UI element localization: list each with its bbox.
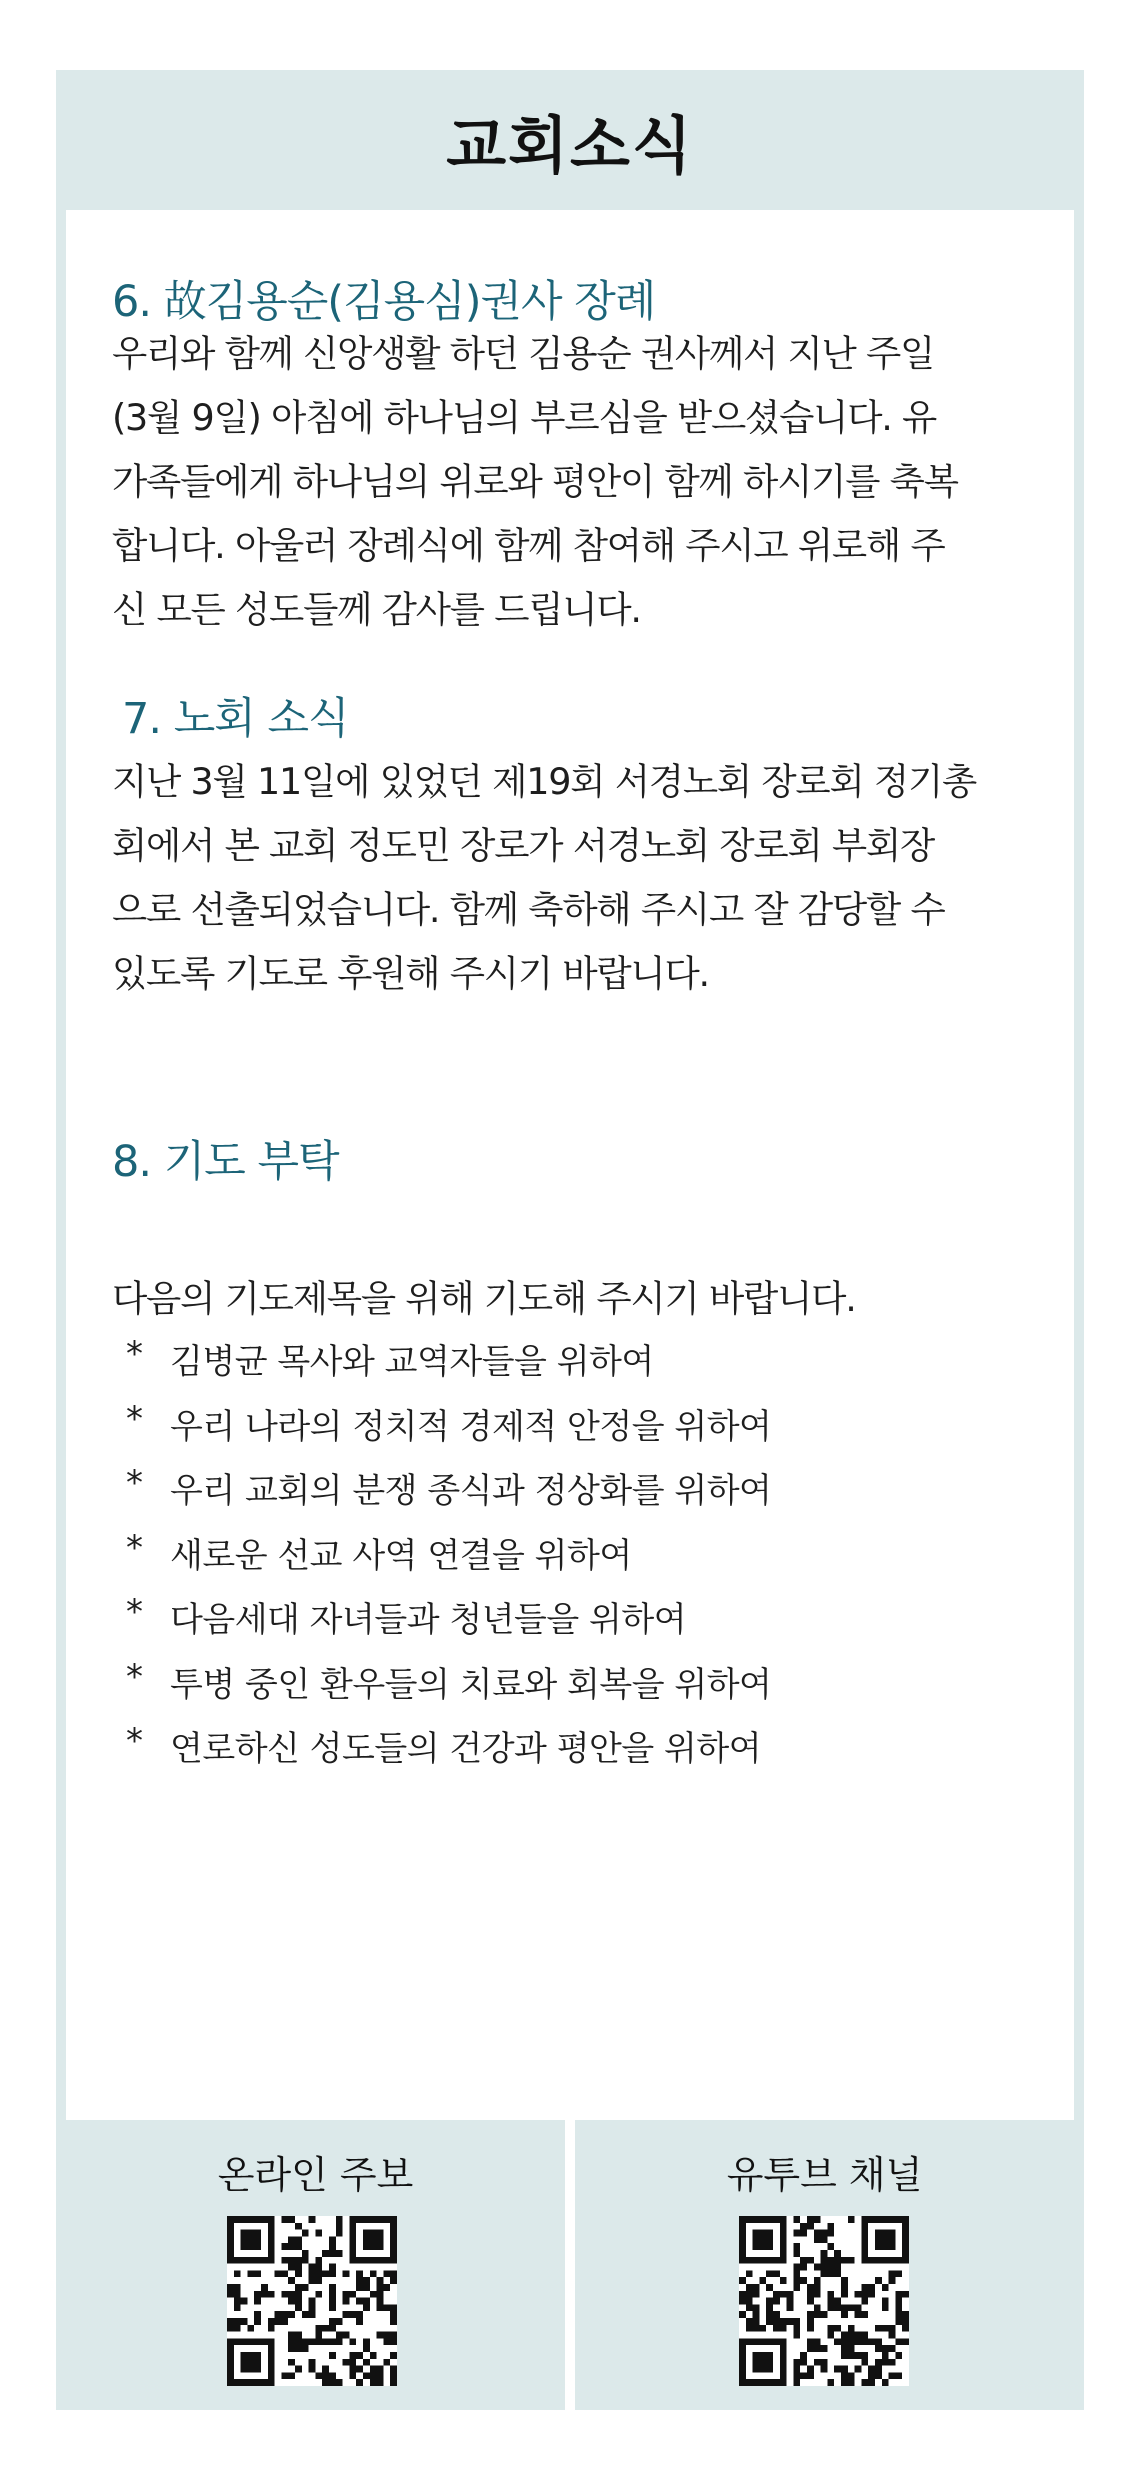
section-funeral-line: 신 모든 성도들께 감사를 드립니다.	[112, 588, 641, 631]
prayer-item-text: 새로운 선교 사역 연결을 위하여	[170, 1535, 632, 1576]
prayer-item-text: 우리 나라의 정치적 경제적 안정을 위하여	[170, 1406, 772, 1447]
bullet-mark: *	[126, 1334, 143, 1374]
prayer-item-text: 다음세대 자녀들과 청년들을 위하여	[170, 1600, 687, 1640]
bullet-mark: *	[126, 1592, 143, 1632]
bullet-mark: *	[126, 1527, 143, 1568]
prayer-item	[126, 1399, 771, 1464]
bulletin-frame	[56, 70, 1084, 2410]
section-presbytery-heading: 7. 노회 소식	[122, 694, 349, 744]
prayer-item-text: 연로하신 성도들의 건강과 평안을 위하여	[170, 1729, 762, 1769]
bullet-mark: *	[126, 1463, 143, 1503]
youtube-channel-qr-code[interactable]	[739, 2216, 909, 2386]
section-funeral-line: 우리와 함께 신앙생활 하던 김용순 권사께서 지난 주일	[112, 332, 935, 375]
prayer-item	[126, 1528, 771, 1593]
bullet-mark: *	[126, 1398, 143, 1439]
prayer-item-text: 김병균 목사와 교역자들을 위하여	[170, 1342, 654, 1382]
page-title: 교회소식	[446, 108, 694, 182]
section-presbytery-line: 회에서 본 교회 정도민 장로가 서경노회 장로회 부회장	[112, 824, 935, 867]
section-prayer-intro: 다음의 기도제목을 위해 기도해 주시기 바랍니다.	[112, 1277, 856, 1320]
news-content	[66, 210, 1074, 2120]
bullet-mark: *	[126, 1656, 143, 1697]
prayer-item	[126, 1334, 771, 1399]
prayer-list	[126, 1334, 771, 1786]
section-presbytery-line: 으로 선출되었습니다. 함께 축하해 주시고 잘 감당할 수	[112, 888, 945, 931]
prayer-item-text: 우리 교회의 분쟁 종식과 정상화를 위하여	[170, 1471, 772, 1511]
section-funeral-line: 합니다. 아울러 장례식에 함께 참여해 주시고 위로해 주	[112, 524, 945, 567]
section-presbytery-line: 지난 3월 11일에 있었던 제19회 서경노회 장로회 정기총	[112, 760, 977, 803]
prayer-item-text: 투병 중인 환우들의 치료와 회복을 위하여	[170, 1664, 772, 1705]
prayer-item	[126, 1721, 771, 1786]
prayer-item	[126, 1657, 771, 1722]
online-bulletin-qr-code[interactable]	[227, 2216, 397, 2386]
section-funeral-line: (3월 9일) 아침에 하나님의 부르심을 받으셨습니다. 유	[112, 396, 937, 439]
section-funeral-line: 가족들에게 하나님의 위로와 평안이 함께 하시기를 축복	[112, 460, 958, 503]
prayer-item	[126, 1592, 771, 1657]
section-funeral-body	[112, 322, 1042, 642]
youtube-channel-panel[interactable]	[575, 2120, 1074, 2400]
youtube-channel-label: 유투브 채널	[726, 2153, 923, 2197]
online-bulletin-label: 온라인 주보	[217, 2153, 414, 2197]
section-funeral-heading: 6. 故김용순(김용심)권사 장례	[112, 277, 656, 327]
footer-divider	[565, 2120, 575, 2410]
section-prayer-heading: 8. 기도 부탁	[112, 1137, 339, 1187]
online-bulletin-panel[interactable]	[66, 2120, 565, 2400]
prayer-item	[126, 1463, 771, 1528]
section-presbytery-body	[112, 750, 1042, 1006]
bullet-mark: *	[126, 1721, 143, 1761]
section-presbytery-line: 있도록 기도로 후원해 주시기 바랍니다.	[112, 952, 709, 995]
